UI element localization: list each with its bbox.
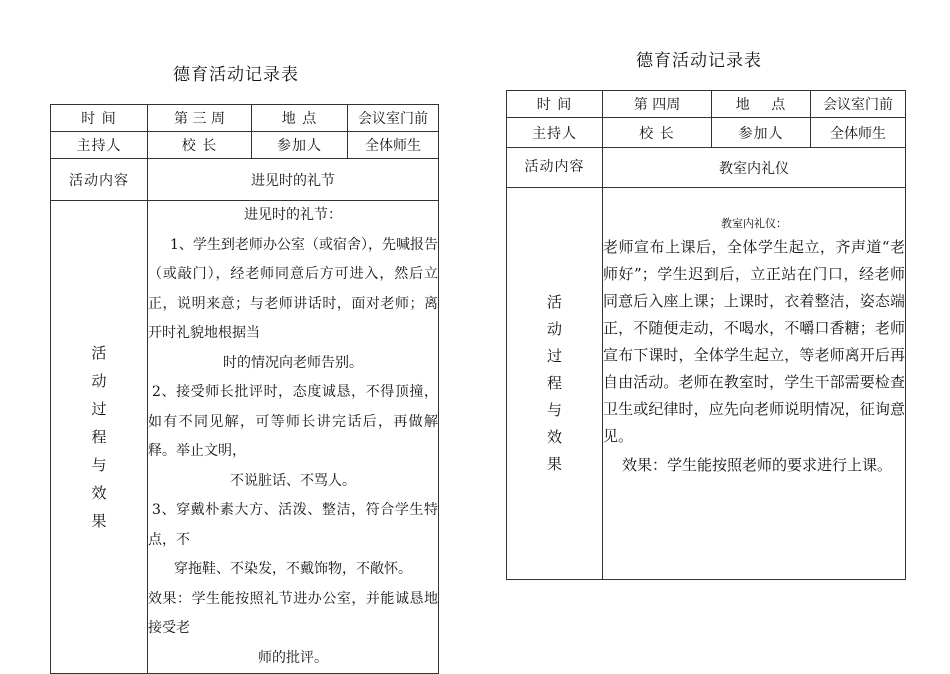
- right-host-value: 校 长: [603, 118, 712, 148]
- right-form-title: 德育活动记录表: [636, 51, 762, 71]
- right-place-value: 会议室门前: [811, 91, 906, 118]
- left-process-char: 效: [91, 484, 107, 502]
- left-form-title: 德育活动记录表: [173, 65, 299, 85]
- right-process-body: 老师宣布上课后，全体学生起立，齐声道“老师好”；学生迟到后，立正站在门口，经老师同意后入座上课；上课时，衣着整洁，姿态端正，不随便走动，不喝水，不嚼口香糖；老师宣布下课时，全体学生起立，等老师离开后再自由活动。老师在教室时，学生干部需要检查卫生或纪律时，应先向老师说明情况，征询意见。: [603, 238, 905, 445]
- left-content-value: 进见时的礼节: [148, 159, 439, 201]
- left-process-item-2-end: 不说脏话、不骂人。: [230, 472, 356, 489]
- left-process-item-2: 2、接受师长批评时，态度诚恳，不得顶撞，如有不同见解，可等师长讲完话后，再做解释。举止文明，: [148, 384, 438, 459]
- right-process-char: 过: [546, 347, 562, 365]
- right-time-label: 时 间: [507, 91, 603, 118]
- right-time-value: 第 四周: [603, 91, 712, 118]
- left-participants-label: 参加人: [252, 132, 348, 159]
- left-process-effect-end: 师的批评。: [258, 649, 328, 666]
- right-process-char: 程: [546, 374, 562, 392]
- left-process-char: 果: [91, 512, 107, 530]
- right-process-char: 果: [546, 455, 562, 473]
- left-process-item-3-end: 穿拖鞋、不染发，不戴饰物，不敞怀。: [174, 561, 412, 577]
- left-process-char: 与: [91, 456, 107, 474]
- left-place-value: 会议室门前: [348, 105, 439, 132]
- left-process-content: [148, 201, 439, 674]
- left-process-item-3: 3、穿戴朴素大方、活泼、整洁，符合学生特点，不: [148, 502, 438, 548]
- left-process-item-1-end: 时的情况向老师告别。: [223, 354, 363, 371]
- right-process-effect: 效果：学生能按照老师的要求进行上课。: [621, 456, 892, 474]
- left-host-value: 校 长: [148, 132, 252, 159]
- left-host-label: 主持人: [51, 132, 148, 159]
- left-process-char: 活: [91, 344, 107, 362]
- right-process-char: 效: [546, 428, 562, 446]
- right-record-table: [506, 90, 906, 580]
- right-process-char: 与: [546, 401, 562, 419]
- left-record-table: [50, 104, 439, 674]
- left-place-label: 地 点: [252, 105, 348, 132]
- right-process-label: [507, 188, 603, 580]
- left-process-char: 程: [91, 428, 107, 446]
- right-process-heading: 教室内礼仪：: [721, 217, 787, 230]
- left-process-heading: 进见时的礼节：: [244, 207, 342, 223]
- left-process-effect: 效果：学生能按照礼节进办公室，并能诚恳地接受老: [148, 590, 438, 636]
- left-process-item-1: 1、学生到老师办公室（或宿舍），先喊报告（或敲门），经老师同意后方可进入，然后立正，说明来意；与老师讲话时，面对老师；离开时礼貌地根据当: [148, 236, 438, 341]
- right-content-value: 教室内礼仪: [603, 148, 906, 188]
- left-process-char: 动: [91, 372, 107, 390]
- right-content-label: 活动内容: [507, 148, 603, 188]
- right-process-content: [603, 188, 906, 580]
- left-time-label: 时 间: [51, 105, 148, 132]
- right-host-label: 主持人: [507, 118, 603, 148]
- right-participants-label: 参加人: [712, 118, 811, 148]
- left-participants-value: 全体师生: [348, 132, 439, 159]
- right-process-char: 动: [546, 320, 562, 338]
- left-content-label: 活动内容: [51, 159, 148, 201]
- left-process-char: 过: [91, 400, 107, 418]
- right-place-label: 地 点: [712, 91, 811, 118]
- right-participants-value: 全体师生: [811, 118, 906, 148]
- left-process-label: [51, 201, 148, 674]
- left-time-value: 第 三 周: [148, 105, 252, 132]
- right-process-char: 活: [546, 293, 562, 311]
